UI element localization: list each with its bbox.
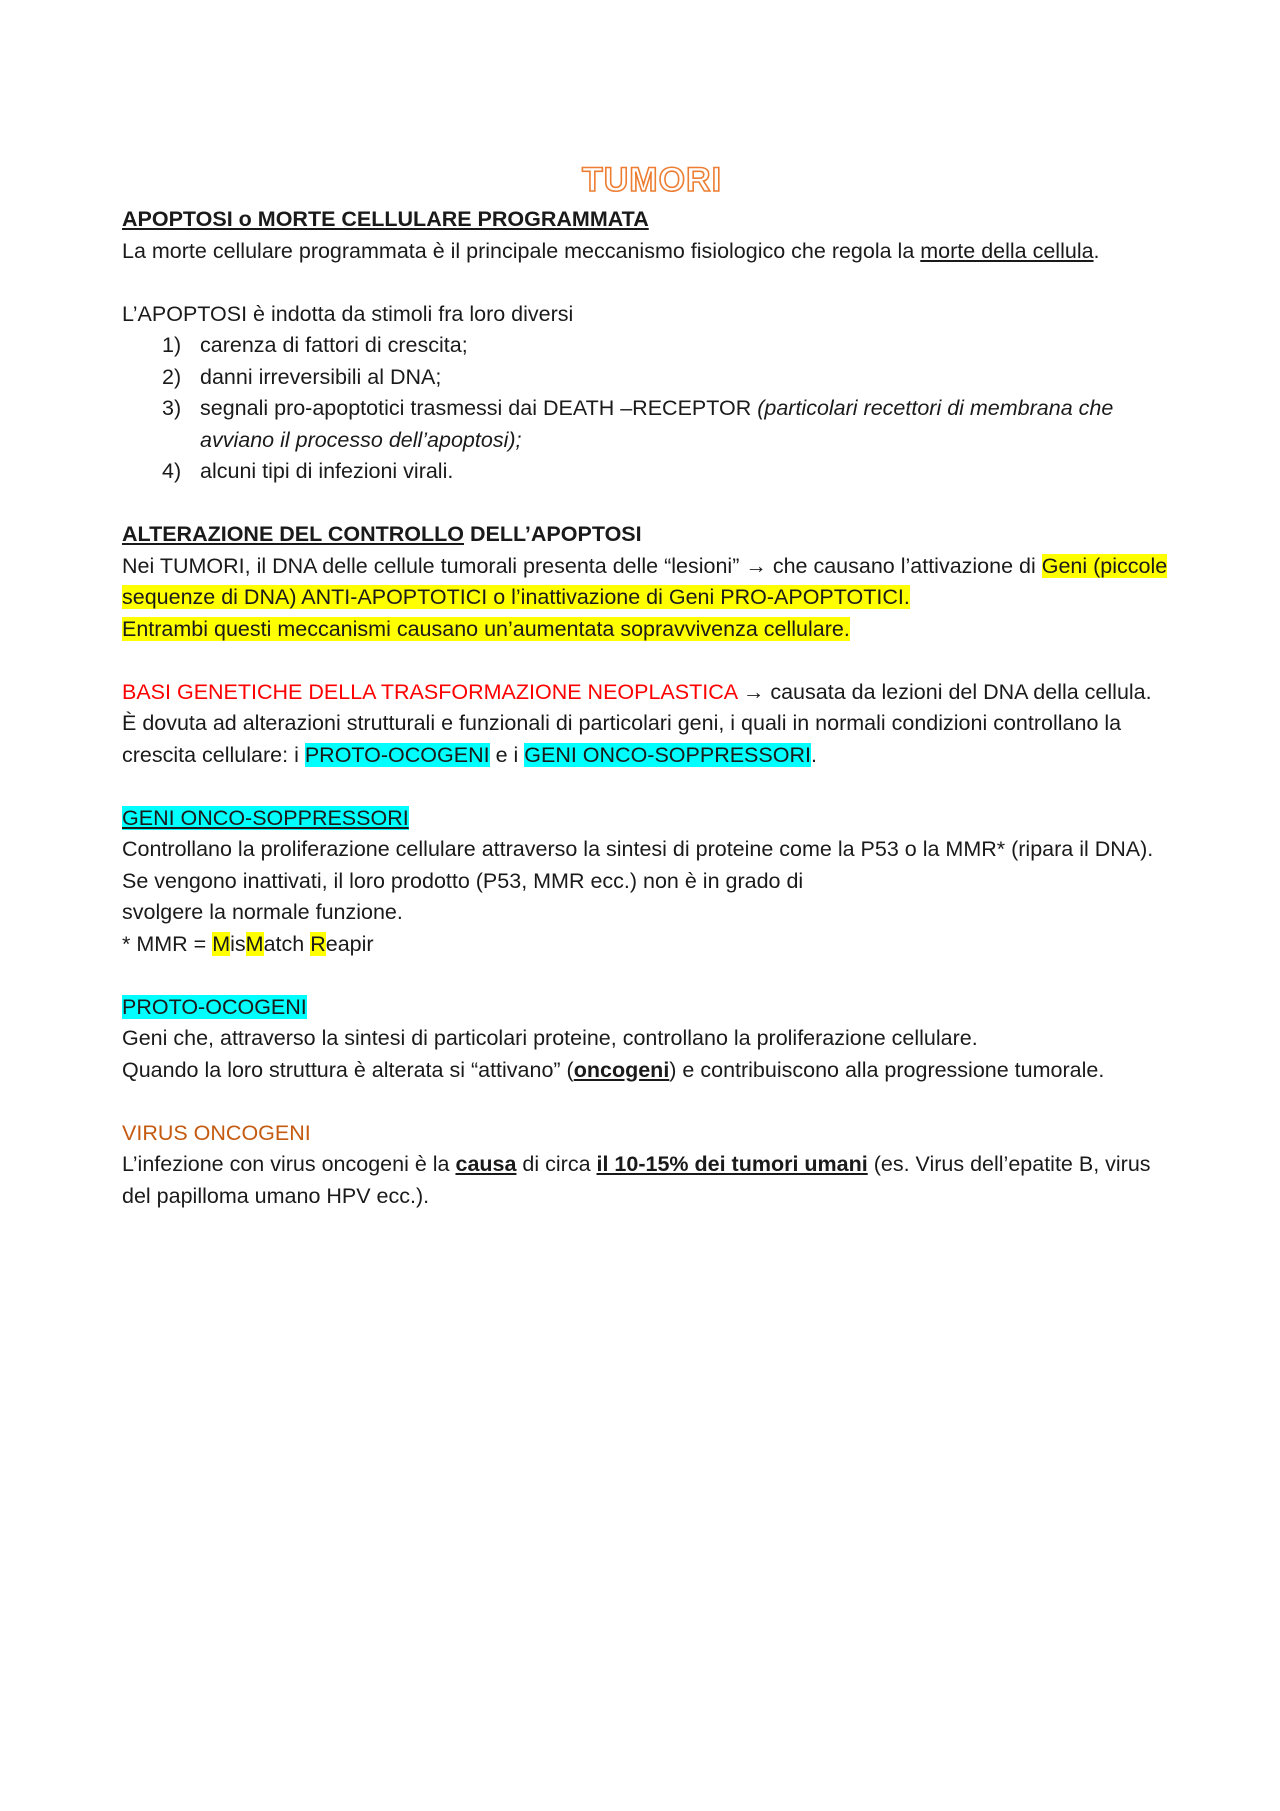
- genetic-basis-paragraph: BASI GENETICHE DELLA TRASFORMAZIONE NEOPLASTICA → causata da lezioni del DNA della cellula.: [122, 679, 1152, 704]
- protooncogenes-line-1: Geni che, attraverso la sintesi di particolari proteine, controllano la proliferazione cellulare.: [122, 1026, 978, 1050]
- oncosuppressor-line-2: Se vengono inattivati, il loro prodotto (P53, MMR ecc.) non è in grado di: [122, 868, 804, 893]
- alteration-heading: ALTERAZIONE DEL CONTROLLO DELL’APOPTOSI: [122, 522, 642, 546]
- oncosuppressor-heading: GENI ONCO-SOPPRESSORI: [122, 805, 409, 830]
- list-item: 4) alcuni tipi di infezioni virali.: [162, 459, 454, 483]
- list-item: 2) danni irreversibili al DNA;: [162, 364, 442, 389]
- document-page: [122, 160, 1182, 1212]
- protooncogenes-line-2: Quando la loro struttura è alterata si “attivano” (oncogeni) e contribuiscono alla progressione tumorale.: [122, 1057, 1105, 1082]
- virus-paragraph: L’infezione con virus oncogeni è la causa di circa il 10-15% dei tumori umani (es. Virus dell’epatite B, virus del papilloma umano HPV ecc.).: [122, 1152, 1151, 1208]
- protooncogenes-heading: PROTO-OCOGENI: [122, 994, 307, 1019]
- mmr-footnote: * MMR = MisMatch Reapir: [122, 931, 374, 956]
- list-item: 3) segnali pro-apoptotici trasmessi dai DEATH –RECEPTOR (particolari recettori di membrana che avviano il processo dell’apoptosi);: [162, 396, 1114, 452]
- oncosuppressor-line-3: svolgere la normale funzione.: [122, 900, 403, 924]
- apoptosis-heading: APOPTOSI o MORTE CELLULARE PROGRAMMATA: [122, 207, 649, 231]
- virus-heading: VIRUS ONCOGENI: [122, 1120, 311, 1145]
- genetic-basis-detail: È dovuta ad alterazioni strutturali e funzionali di particolari geni, i quali in normali condizioni controllano la crescita cellulare: i PROTO-OCOGENI e i GENI ONCO-SOPPRESSORI.: [122, 711, 1122, 767]
- apoptosis-stimuli-intro: L’APOPTOSI è indotta da stimoli fra loro diversi: [122, 301, 574, 326]
- stimuli-list: [122, 330, 1182, 488]
- list-item: 1) carenza di fattori di crescita;: [162, 333, 468, 357]
- apoptosis-intro: La morte cellulare programmata è il principale meccanismo fisiologico che regola la morte della cellula.: [122, 238, 1100, 263]
- page-title: TUMORI: [581, 161, 723, 199]
- alteration-paragraph: Nei TUMORI, il DNA delle cellule tumorali presenta delle “lesioni” → che causano l’attivazione di Geni (piccole sequenze di DNA) ANTI-APOPTOTICI o l’inattivazione di Geni PRO-APOPTOTICI. Entrambi questi meccanismi causano un’aumentata sopravvivenza cellulare.: [122, 553, 1168, 641]
- oncosuppressor-line-1: Controllano la proliferazione cellulare attraverso la sintesi di proteine come la P53 o la MMR* (ripara il DNA).: [122, 837, 1154, 861]
